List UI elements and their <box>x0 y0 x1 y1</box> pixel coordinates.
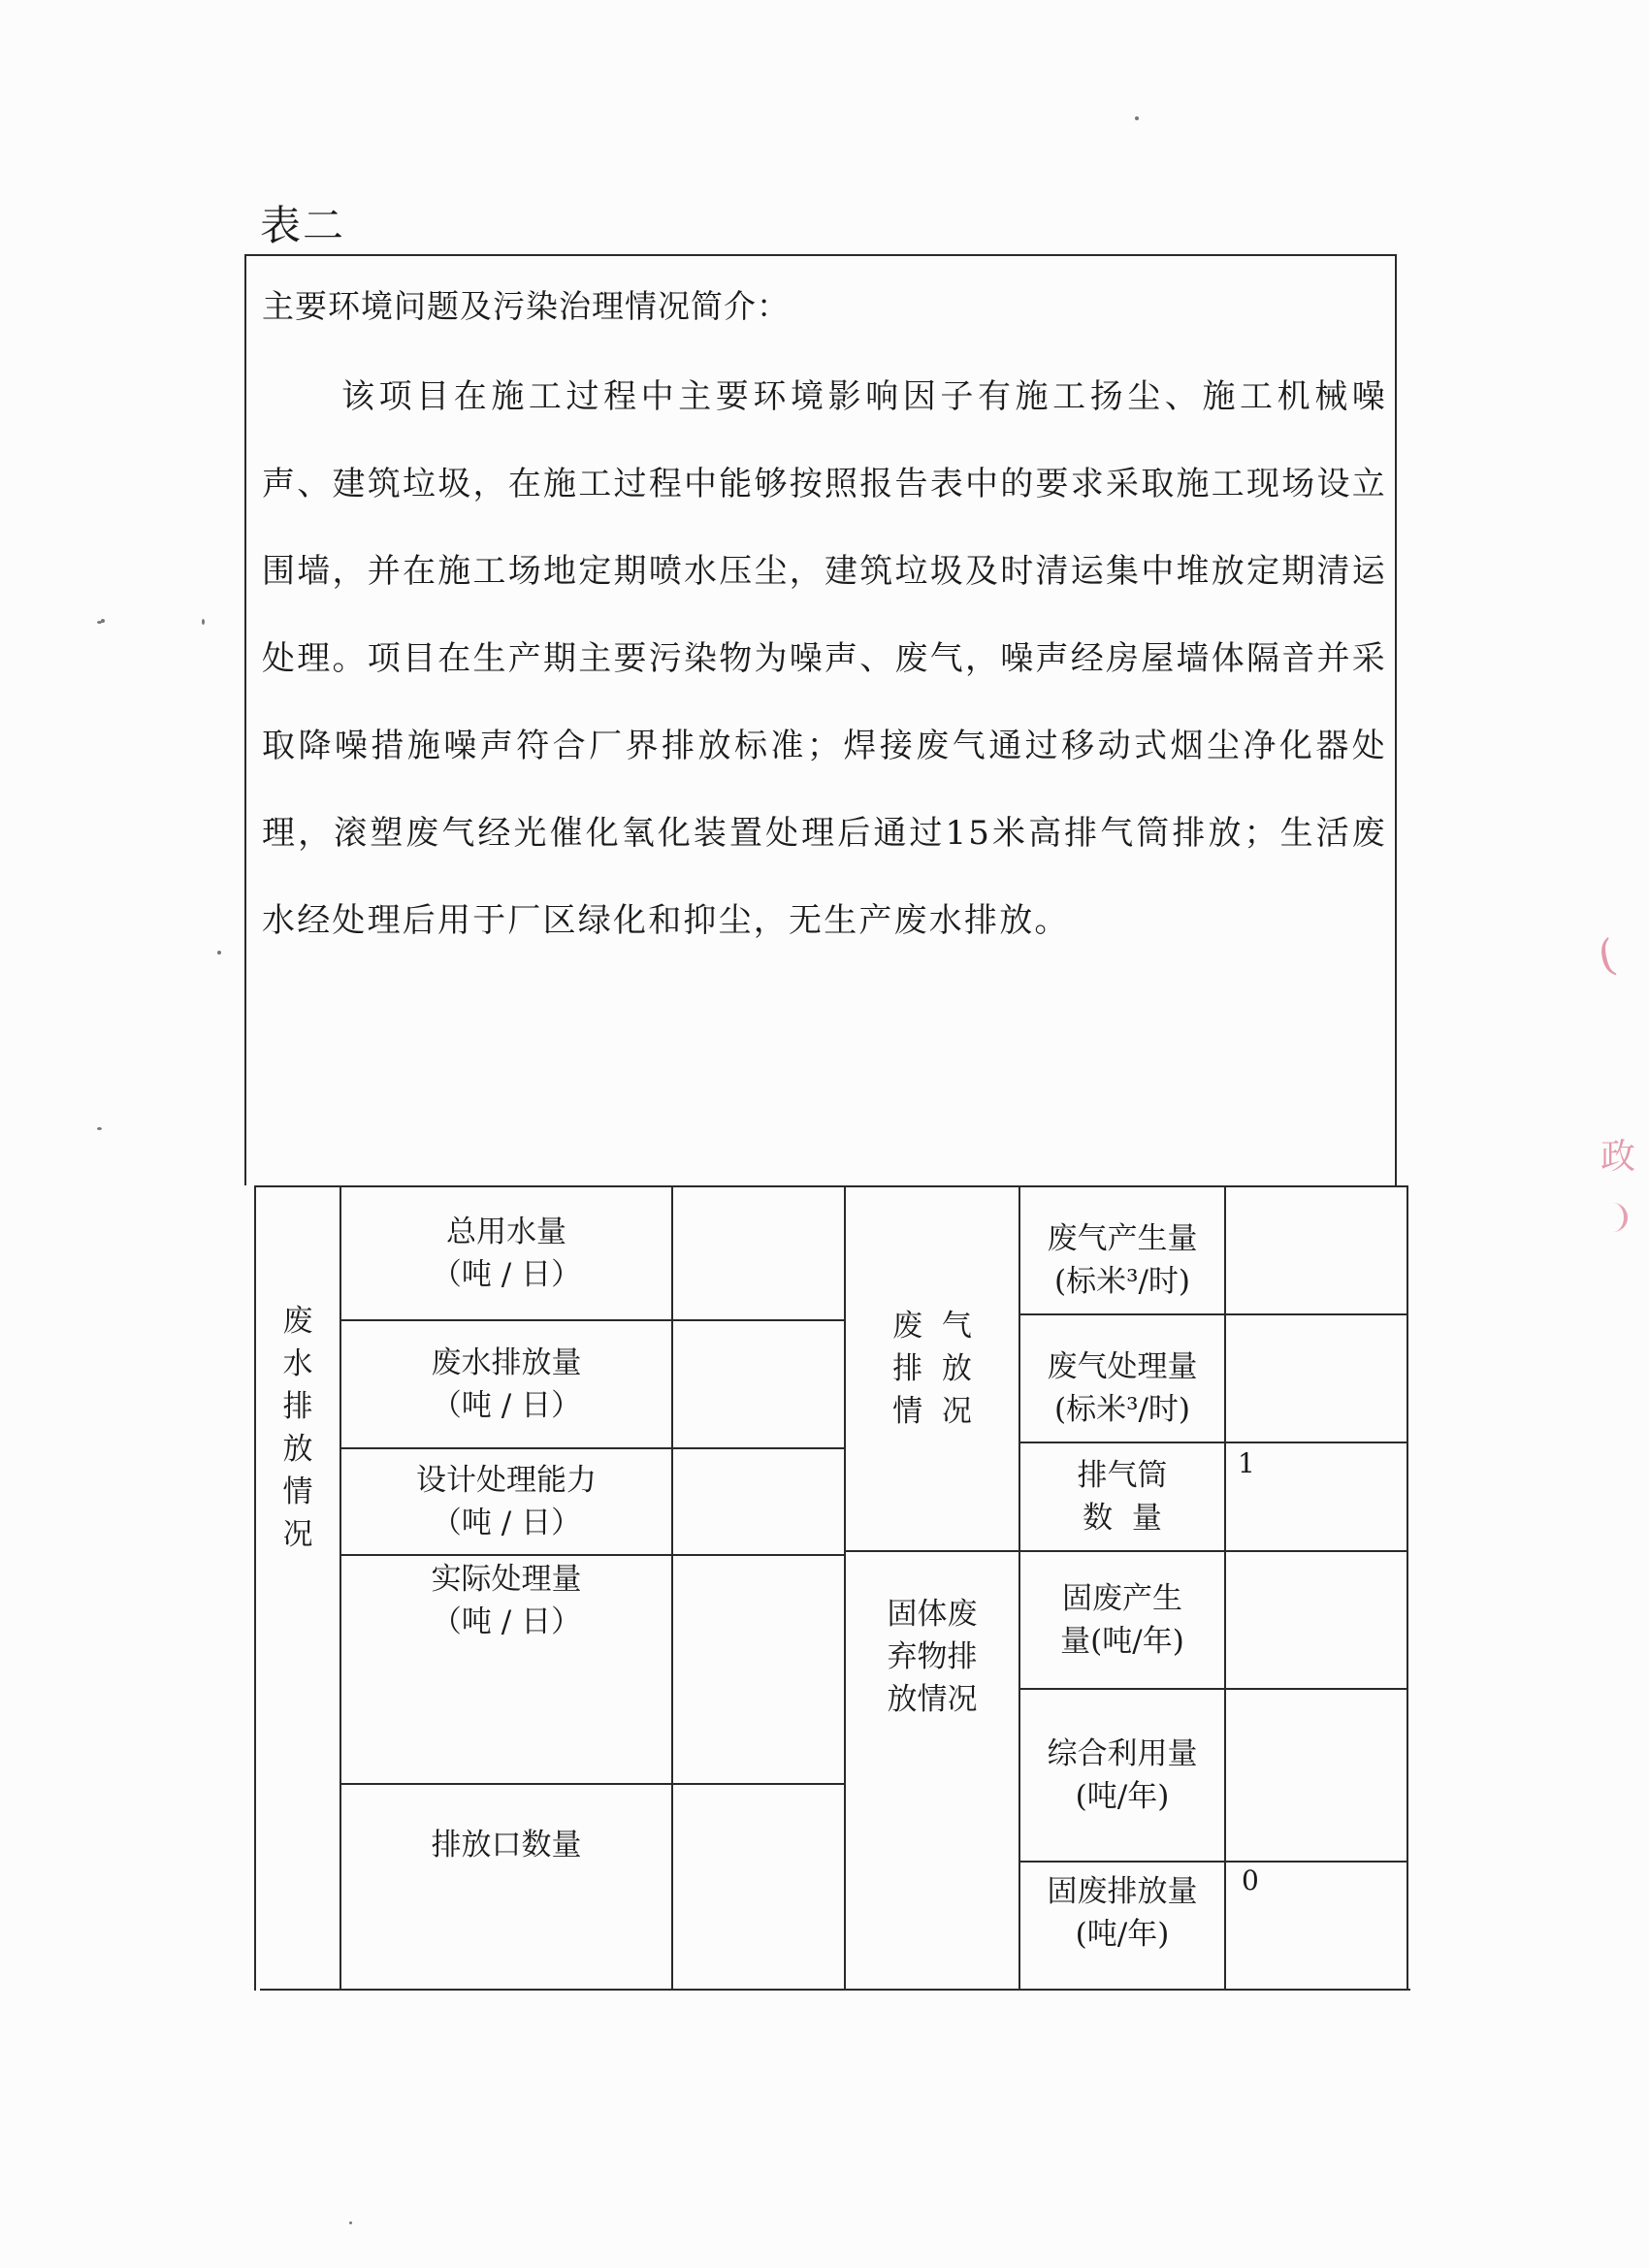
ww-row-actual-treatment <box>341 1556 671 1785</box>
section-heading: 主要环境问题及污染治理情况简介： <box>262 287 790 325</box>
ww-row-design-capacity-unit: （吨 / 日） <box>431 1506 582 1540</box>
scan-speck <box>217 951 221 955</box>
frame-left-upper <box>244 254 246 1185</box>
ex-row-treated-label: 废气处理量 <box>1047 1349 1198 1384</box>
ww-row-outlet-count-label: 排放口数量 <box>431 1828 582 1863</box>
frame-right-upper <box>1395 254 1397 1185</box>
ex-row-stack-count-label: 排气筒 <box>1077 1458 1168 1493</box>
sw-row-generated <box>1020 1552 1224 1688</box>
ex-row-generated <box>1020 1187 1224 1313</box>
table-bottom-border <box>260 1989 1410 1991</box>
ex-row-generated-label: 废气产生量 <box>1047 1221 1198 1256</box>
ww-row-total-water-unit: （吨 / 日） <box>431 1257 582 1292</box>
sw-row-reused <box>1020 1690 1224 1861</box>
ww-row-actual-treatment-label: 实际处理量 <box>431 1562 582 1597</box>
ww-row-total-water <box>341 1187 671 1319</box>
sw-row-generated-unit: 量(吨/年) <box>1060 1624 1184 1659</box>
ex-row-stack-count-unit: 数 量 <box>1083 1501 1162 1536</box>
ww-row-discharge <box>341 1321 671 1447</box>
sw-row-discharged-label: 固废排放量 <box>1047 1874 1198 1909</box>
sw-row-generated-label: 固废产生 <box>1062 1581 1182 1616</box>
ww-row-total-water-label: 总用水量 <box>446 1215 566 1249</box>
sw-row-discharged <box>1020 1863 1224 1989</box>
ww-row-discharge-unit: （吨 / 日） <box>431 1388 582 1423</box>
ex-row-treated-unit: (标米³/时) <box>1053 1392 1191 1427</box>
page-title: 表二 <box>260 202 346 249</box>
ww-row-outlet-count <box>341 1785 671 1989</box>
sw-row-reused-label: 综合利用量 <box>1047 1736 1198 1771</box>
sw-row-reused-unit: (吨/年) <box>1075 1779 1170 1814</box>
scan-speck <box>97 1127 102 1130</box>
scan-speck <box>202 619 205 625</box>
ww-row-design-capacity <box>341 1449 671 1554</box>
scan-speck <box>349 2221 352 2224</box>
col-line-2 <box>671 1185 673 1991</box>
wastewater-group-label: 废水排放情况 <box>282 1304 313 1552</box>
exhaust-group-label: 废 气 排 放 情 况 <box>892 1309 972 1429</box>
ex-row-stack-count <box>1020 1443 1224 1550</box>
solid-waste-group-label: 固体废 弃物排 放情况 <box>887 1597 978 1717</box>
ex-row-treated <box>1020 1315 1224 1442</box>
ex-row-generated-unit: (标米³/时) <box>1053 1264 1191 1299</box>
ww-row-actual-treatment-unit: （吨 / 日） <box>431 1604 582 1639</box>
ex-value-stack-count: 1 <box>1238 1447 1255 1479</box>
sw-value-discharged: 0 <box>1242 1864 1259 1896</box>
scan-speck <box>1135 116 1139 120</box>
frame-top <box>244 254 1397 256</box>
ww-row-discharge-label: 废水排放量 <box>431 1345 582 1380</box>
stamp-fragment-arc <box>1600 1203 1628 1232</box>
stamp-fragment-text: 政 <box>1600 1137 1636 1177</box>
stamp-fragment-top: ( <box>1593 929 1621 983</box>
ww-row-design-capacity-label: 设计处理能力 <box>416 1463 597 1498</box>
table-right-border <box>1406 1185 1408 1991</box>
description-paragraph: 该项目在施工过程中主要环境影响因子有施工扬尘、施工机械噪声、建筑垃圾，在施工过程中能够按照报告表中的要求采取施工现场设立围墙，并在施工场地定期喷水压尘，建筑垃圾及时清运集中堆放定期清运处理。项目在生产期主要污染物为噪声、废气，噪声经房屋墙体隔音并采取降噪措施噪声符合厂界排放标准；焊接废气通过移动式烟尘净化器处理，滚塑废气经光催化氧化装置处理后通过15米高排气筒排放；生活废水经处理后用于厂区绿化和抑尘，无生产废水排放。 <box>262 377 1387 940</box>
col-line-5 <box>1224 1185 1226 1991</box>
scan-speck <box>101 619 105 623</box>
sw-row-discharged-unit: (吨/年) <box>1075 1917 1170 1952</box>
